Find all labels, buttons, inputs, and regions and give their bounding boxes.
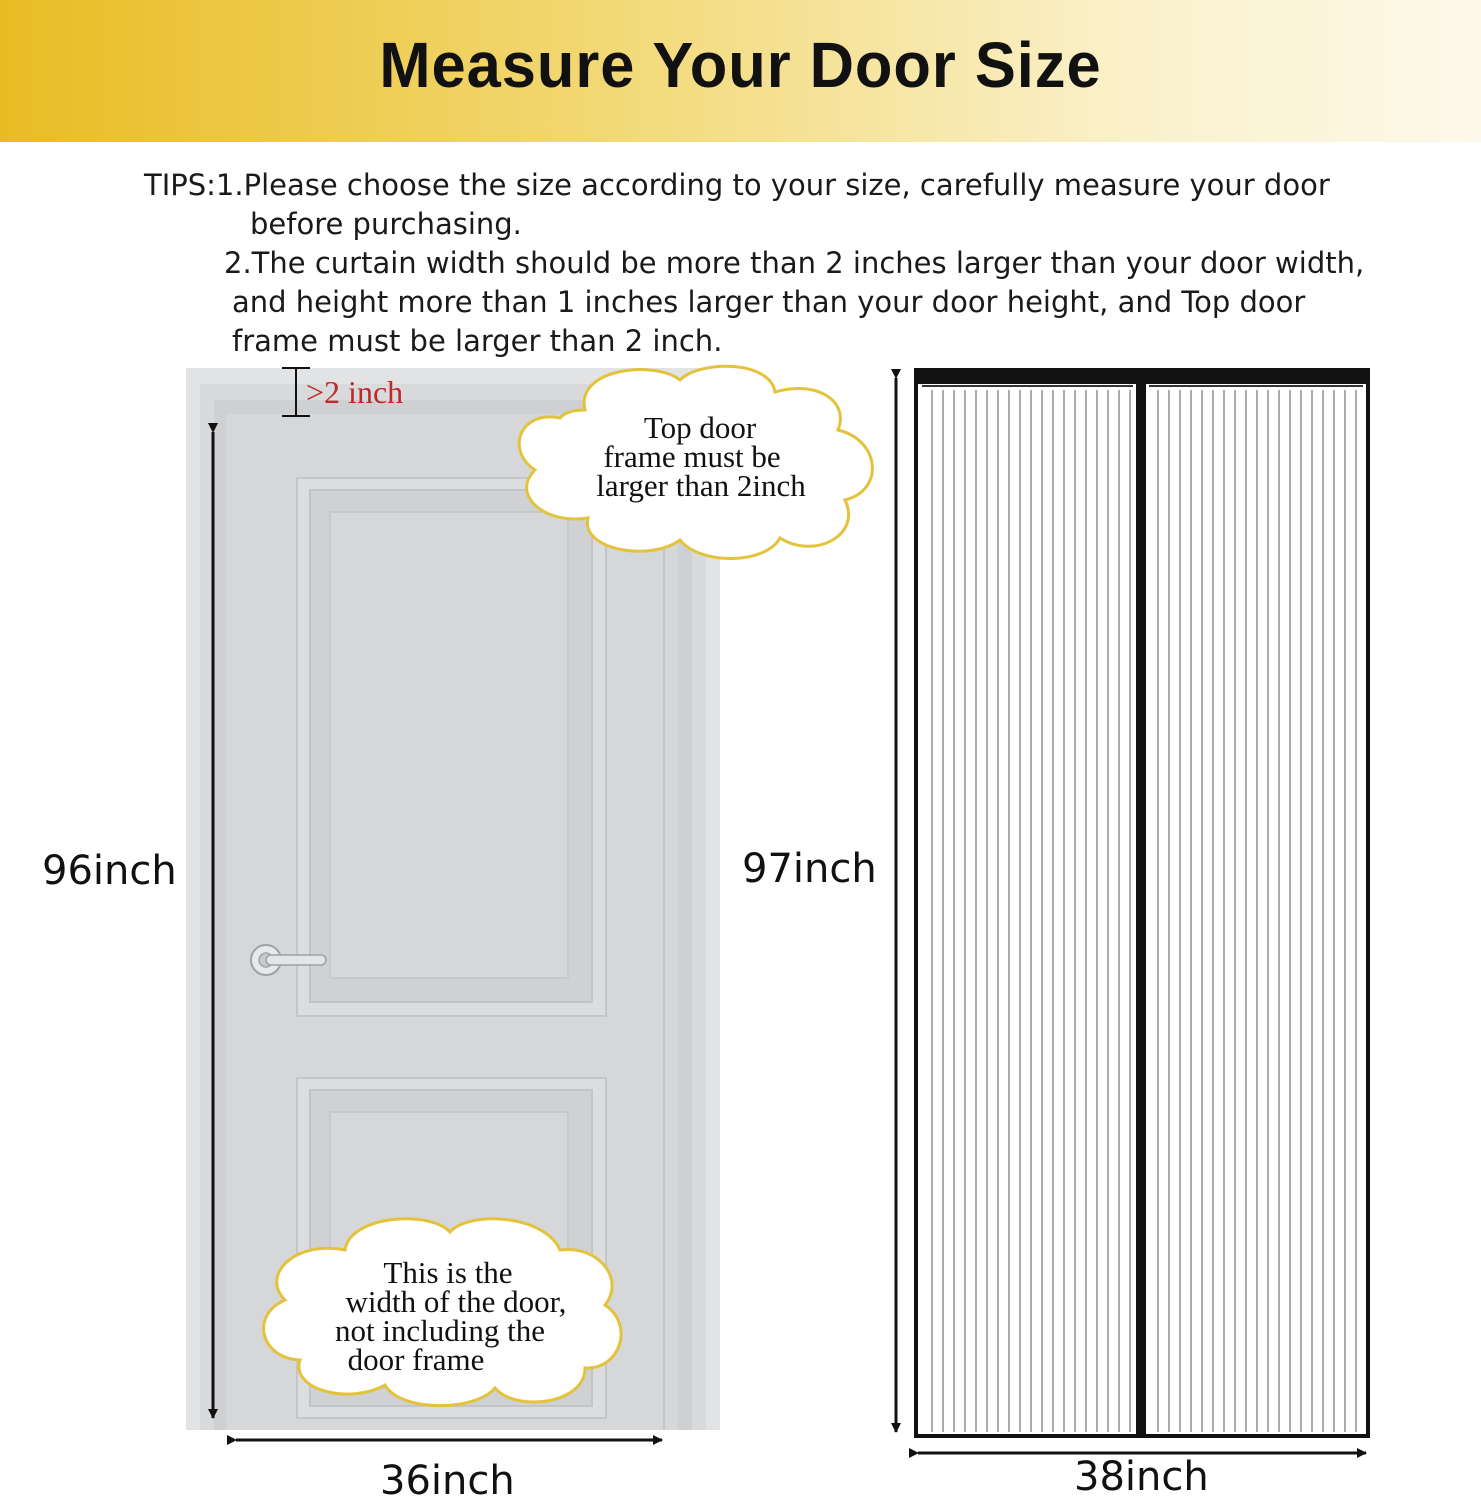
screen-curtain [916,370,1368,1436]
door-height-label: 96inch [42,848,177,894]
tip-line-5: frame must be larger than 2 inch. [232,324,723,358]
bottom-note-line-4: door frame [347,1342,485,1377]
top-note-line-3: larger than 2inch [596,468,806,503]
top-note-line-1: Top door [643,410,757,445]
tip-line-3: 2.The curtain width should be more than 2 inches larger than your door width, [224,246,1365,280]
bottom-note-line-2: width of the door, [345,1284,567,1319]
tip-line-2: before purchasing. [250,207,522,241]
curtain-center-seam [1136,384,1146,1436]
top-gap-label: >2 inch [306,374,404,410]
bottom-note-line-1: This is the [383,1255,513,1290]
upper-panel-inner [330,512,568,978]
page-title: Measure Your Door Size [379,29,1102,101]
curtain-height-label: 97inch [742,846,877,892]
top-note-line-2: frame must be [603,439,781,474]
tip-line-1: TIPS:1.Please choose the size according to your size, carefully measure your door [144,168,1330,202]
curtain-width-label: 38inch [1074,1454,1209,1500]
door-width-label: 36inch [380,1458,515,1504]
tip-line-4: and height more than 1 inches larger than your door height, and Top door [232,285,1306,319]
bottom-note-line-3: not including the [334,1313,546,1348]
